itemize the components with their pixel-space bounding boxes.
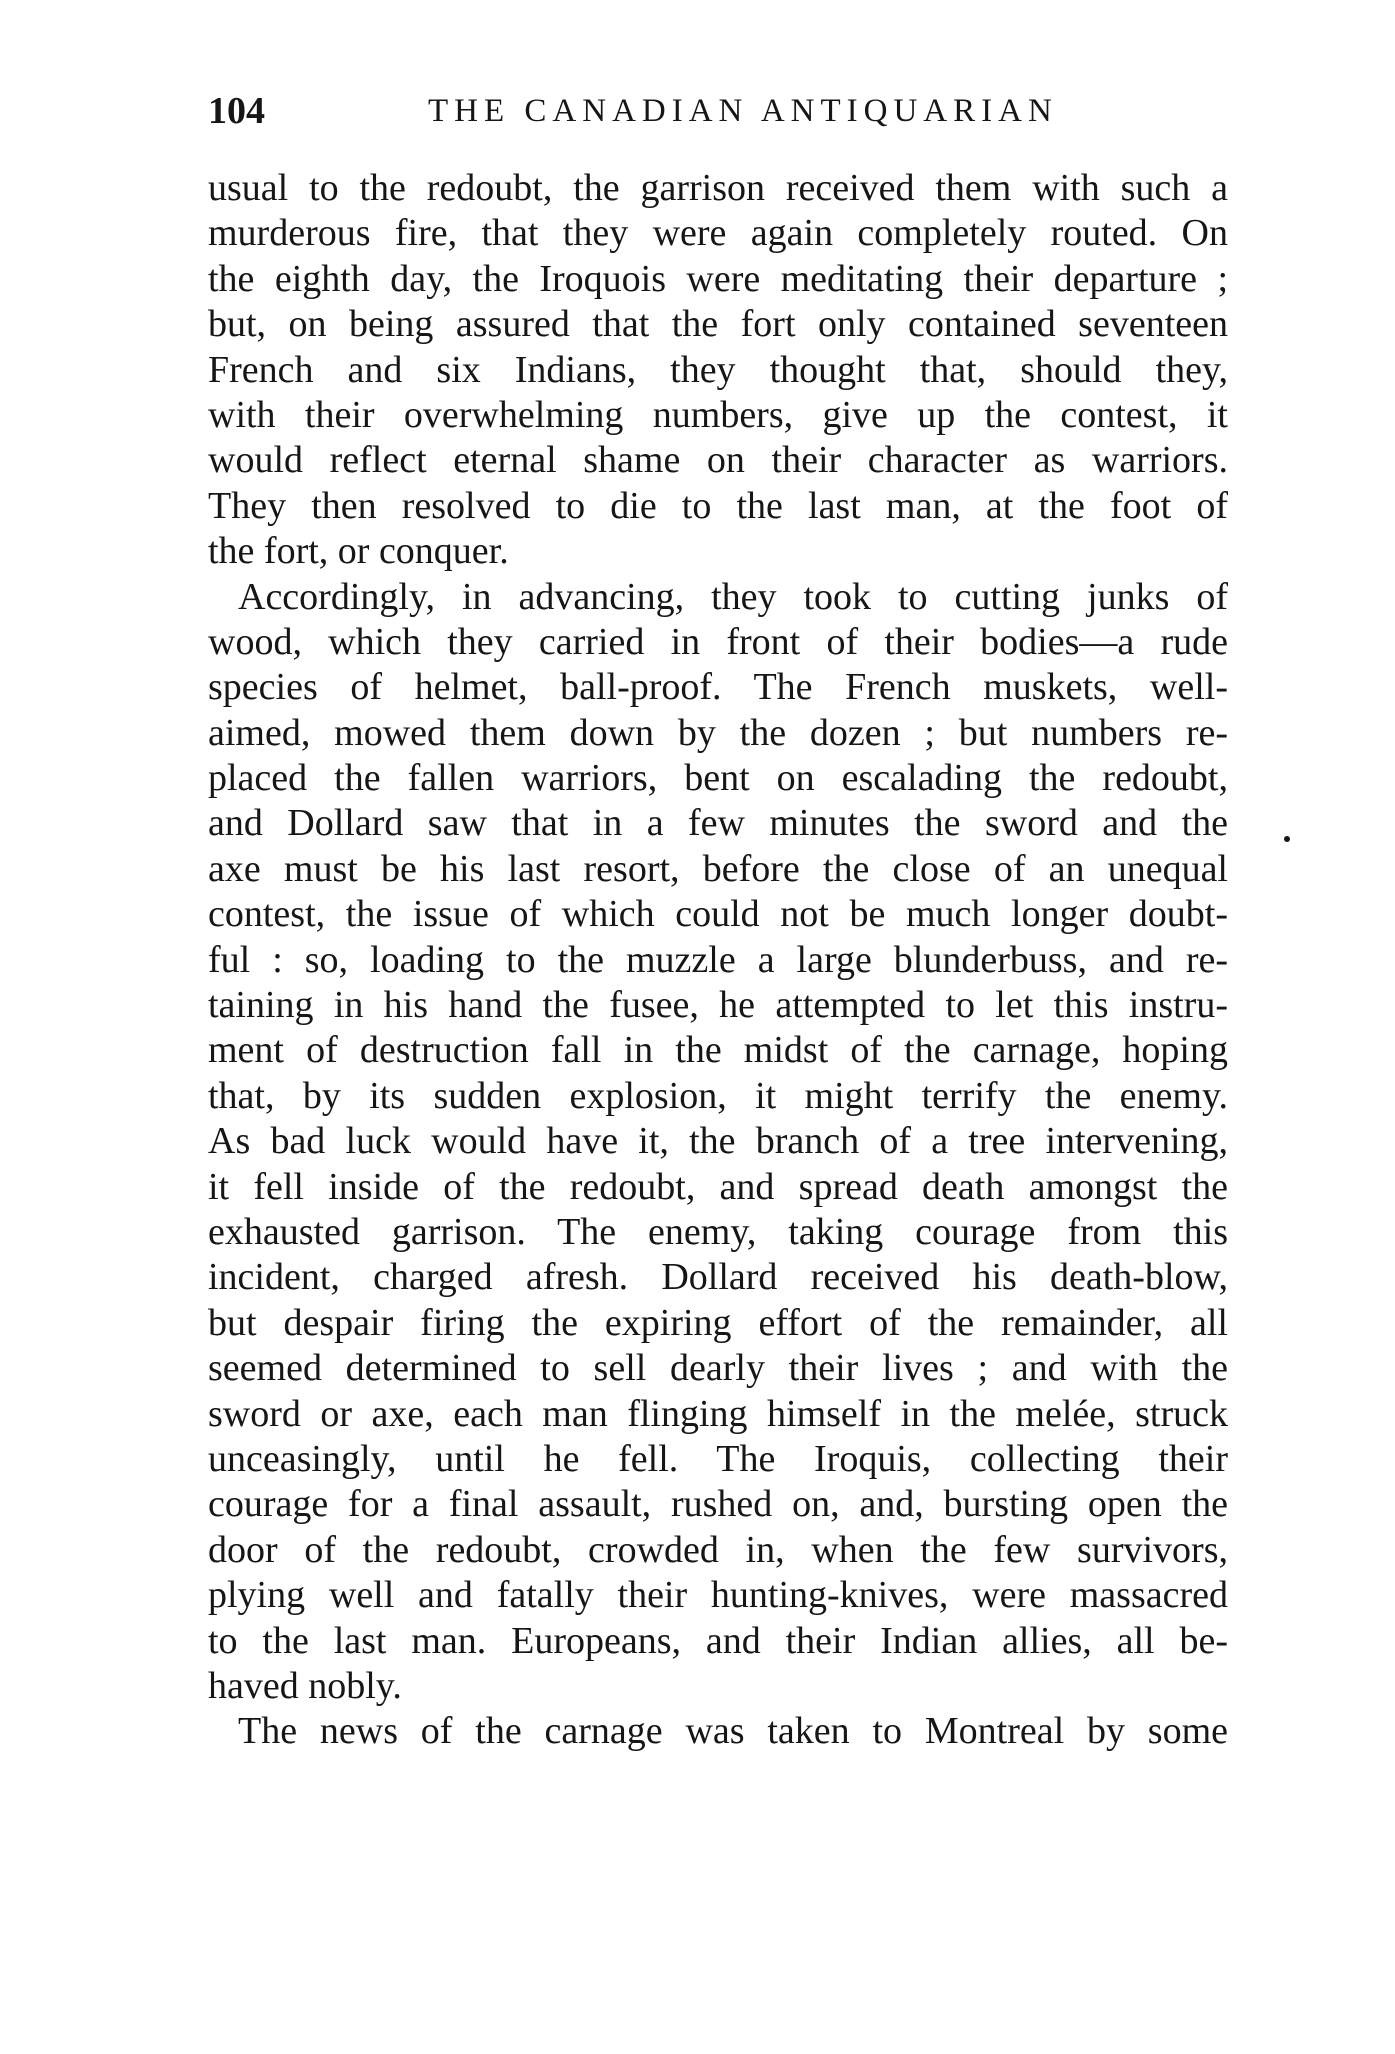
text-line: sword or axe, each man flinging himself in the melée, struck	[208, 1392, 1228, 1435]
text-line: and Dollard saw that in a few minutes the sword and the	[208, 802, 1228, 845]
text-line: to the last man. Europeans, and their Indian allies, all be-	[208, 1619, 1228, 1662]
text-line: placed the fallen warriors, bent on escalading the redoubt,	[208, 757, 1228, 800]
text-line: but, on being assured that the fort only contained seventeen	[208, 303, 1228, 346]
text-line: that, by its sudden explosion, it might terrify the enemy.	[208, 1074, 1228, 1117]
text-line: plying well and fatally their hunting-knives, were massacred	[208, 1574, 1228, 1617]
text-line: the eighth day, the Iroquois were meditating their departure ;	[208, 257, 1228, 300]
text-line: aimed, mowed them down by the dozen ; but numbers re-	[208, 711, 1228, 754]
paragraph-start-line: The news of the carnage was taken to Montreal by some	[238, 1710, 1228, 1753]
text-line: They then resolved to die to the last man, at the foot of	[208, 484, 1228, 527]
text-line: but despair firing the expiring effort of the remainder, all	[208, 1301, 1228, 1344]
text-line: As bad luck would have it, the branch of a tree intervening,	[208, 1120, 1228, 1163]
text-line: murderous fire, that they were again completely routed. On	[208, 212, 1228, 255]
text-line: the fort, or conquer.	[208, 530, 509, 573]
text-line: French and six Indians, they thought that, should they,	[208, 348, 1228, 391]
page-header	[208, 86, 1228, 136]
text-line: ful : so, loading to the muzzle a large blunderbuss, and re-	[208, 938, 1228, 981]
text-line: with their overwhelming numbers, give up the contest, it	[208, 393, 1228, 436]
text-line: courage for a final assault, rushed on, and, bursting open the	[208, 1483, 1228, 1526]
text-line: species of helmet, ball-proof. The French muskets, well-	[208, 666, 1228, 709]
body-text	[208, 166, 1228, 1755]
text-line: haved nobly.	[208, 1664, 402, 1707]
text-line: incident, charged afresh. Dollard received his death-blow,	[208, 1256, 1228, 1299]
text-line: axe must be his last resort, before the close of an unequal	[208, 847, 1228, 890]
text-line: unceasingly, until he fell. The Iroquis, collecting their	[208, 1437, 1228, 1480]
paragraph-start-line: Accordingly, in advancing, they took to cutting junks of	[238, 575, 1228, 618]
text-line: seemed determined to sell dearly their lives ; and with the	[208, 1347, 1228, 1390]
text-line: ment of destruction fall in the midst of the carnage, hoping	[208, 1029, 1228, 1072]
running-head: THE CANADIAN ANTIQUARIAN	[428, 93, 1058, 129]
text-line: taining in his hand the fusee, he attempted to let this instru-	[208, 984, 1228, 1027]
page-number: 104	[208, 90, 265, 132]
text-line: it fell inside of the redoubt, and spread death amongst the	[208, 1165, 1228, 1208]
text-line: usual to the redoubt, the garrison received them with such a	[208, 167, 1228, 209]
text-line: exhausted garrison. The enemy, taking courage from this	[208, 1210, 1228, 1253]
ink-speck	[1284, 836, 1290, 842]
text-line: would reflect eternal shame on their character as warriors.	[208, 439, 1228, 482]
text-line: wood, which they carried in front of their bodies—a rude	[208, 620, 1228, 663]
text-line: door of the redoubt, crowded in, when the few survivors,	[208, 1528, 1228, 1571]
text-line: contest, the issue of which could not be much longer doubt-	[208, 893, 1228, 936]
